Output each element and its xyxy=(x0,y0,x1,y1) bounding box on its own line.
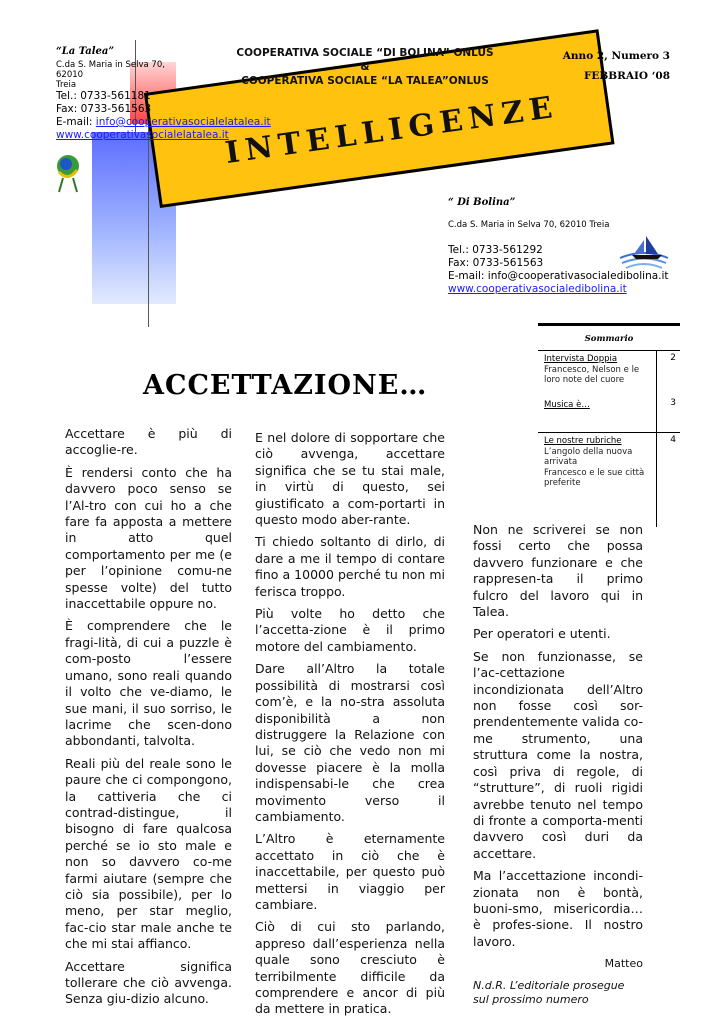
talea-address-line2: Treia xyxy=(56,80,77,90)
toc-item-title[interactable]: Le nostre rubriche xyxy=(544,436,622,446)
cooperatives-header xyxy=(200,46,530,88)
bolina-address: C.da S. Maria in Selva 70, 62010 Treia xyxy=(448,220,610,230)
coop-line-bolina: COOPERATIVA SOCIALE “DI BOLINA” ONLUS xyxy=(236,47,494,59)
paragraph: Ciò di cui sto parlando, appreso dall’esperienza nella quale sono cresciuto è terribilmente difficile da comprendere e ancor di più da mettere in pratica. xyxy=(255,919,445,1017)
editor-note: N.d.R. L’editoriale prosegue sul prossimo numero xyxy=(473,978,625,1006)
talea-fax: Fax: 0733-561563 xyxy=(56,103,152,115)
paragraph: E nel dolore di sopportare che ciò avvenga, accettare significa che se tu stai male, in virtù di questo, sei giustificato a com-portarti in questo modo aber-rante. xyxy=(255,430,445,528)
talea-email-row xyxy=(56,116,271,129)
paragraph: Accettare è più di accoglie-re. xyxy=(65,426,232,458)
toc-item-subtitle: Francesco e le sue città preferite xyxy=(544,467,645,488)
paragraph: Se non funzionasse, se l’ac-cettazione incondizionata dell’Altro non fosse così sor-prendentemente valida co-me strumento, una struttura come la nostra, così priva di regole, di “strutture”, di ruoli rigidi avrebbe tenuto nel tempo di fronte a comporta-menti davvero così duri da accettare. xyxy=(473,648,643,861)
toc-item-page: 3 xyxy=(670,398,676,408)
talea-email-label: E-mail: xyxy=(56,116,96,128)
issue-info xyxy=(563,46,670,86)
paragraph: È rendersi conto che ha davvero poco senso se l’Al-tro con cui ho a che fare fa apposta a mettere in atto quel comportamento per me (e per l’opinione comu-ne spesse volte) del tutto inaccettabile oppure no. xyxy=(65,464,232,612)
issue-number: Anno 2, Numero 3 xyxy=(562,50,670,62)
article-title: ACCETTAZIONE… xyxy=(143,370,428,401)
bolina-fax: Fax: 0733-561563 xyxy=(448,257,544,269)
coop-ampersand: & xyxy=(360,61,370,73)
article-column-2 xyxy=(255,430,445,1024)
table-of-contents xyxy=(538,323,680,489)
paragraph: Per operatori e utenti. xyxy=(473,626,611,642)
paragraph: Non ne scriverei se non fossi certo che possa davvero funzionare e che rappresen-ta il primo fulcro del lavoro qui in Talea. xyxy=(473,522,643,620)
newsletter-title: INTELLIGENZE xyxy=(223,89,561,171)
talea-address xyxy=(56,60,181,90)
bolina-phone: Tel.: 0733-561292 xyxy=(448,244,543,256)
paragraph: È comprendere che le fragi-lità, di cui a puzzle è com-posto l’essere umano, sono reali quando il volto che ve-diamo, le sue mani, il suo sorriso, le lacrime che scen-dono abbondanti, talvolta. xyxy=(65,618,232,749)
toc-item[interactable] xyxy=(538,351,680,396)
article-column-3 xyxy=(473,522,643,1013)
toc-item-page: 4 xyxy=(670,435,676,445)
toc-item-title[interactable]: Intervista Doppia xyxy=(544,354,618,364)
talea-website-link[interactable]: www.cooperativasocialelatalea.it xyxy=(56,129,229,141)
paragraph: Ti chiedo soltanto di dirlo, di dare a me il tempo di contare fino a 10000 perché tu non mi ferisca troppo. xyxy=(255,534,445,599)
talea-address-line1: C.da S. Maria in Selva 70, 62010 xyxy=(56,60,165,80)
bolina-website-link[interactable]: www.cooperativasocialedibolina.it xyxy=(448,283,627,295)
talea-phone: Tel.: 0733-561181 xyxy=(56,90,151,102)
toc-item-page: 2 xyxy=(670,353,676,363)
bolina-email: E-mail: info@cooperativasocialedibolina.it xyxy=(448,270,669,282)
talea-contacts xyxy=(56,90,271,142)
decorative-line xyxy=(148,115,149,327)
toc-item-subtitle: L’angolo della nuova arrivata xyxy=(544,446,633,467)
paragraph: Accettare significa tollerare che ciò avvenga. Senza giu-dizio alcuno. xyxy=(65,958,232,1007)
paragraph: Più volte ho detto che l’accetta-zione è il primo motore del cambiamento. xyxy=(255,606,445,654)
paragraph: Dare all’Altro la totale possibilità di mostrarsi così com’è, e la no-stra assoluta disponibilità a non distruggere la Relazione con lui, se ciò che vedo non mi dovesse piacere è la molla indispensabi-le che crea movimento verso il cambiamento. xyxy=(255,661,445,824)
sailboat-logo-icon xyxy=(618,232,670,272)
toc-item-title[interactable]: Musica è… xyxy=(544,400,590,410)
bolina-name: “ Di Bolina” xyxy=(448,197,516,208)
talea-logo-icon xyxy=(53,152,83,194)
coop-line-talea: COOPERATIVA SOCIALE “LA TALEA”ONLUS xyxy=(241,75,489,87)
talea-email-link[interactable]: info@cooperativasocialelatalea.it xyxy=(95,116,271,128)
paragraph: L’Altro è eternamente accettato in ciò che è inaccettabile, per questo può mettersi in viaggio per cambiare. xyxy=(255,831,445,912)
toc-heading: Sommario xyxy=(538,323,680,344)
article-signature: Matteo xyxy=(604,957,643,971)
toc-item-subtitle: Francesco, Nelson e le loro note del cuore xyxy=(544,364,640,385)
paragraph: Reali più del reale sono le paure che ci compongono, la cattiveria che ci contrad-distingue, il bisogno di fare qualcosa perché se io sto male e non so davvero co-me farmi aiutare (sempre che ciò sia possibile), per lo meno, per star meglio, fac-cio star male anche te che mi stai affianco. xyxy=(65,755,232,952)
article-column-1 xyxy=(65,426,232,1014)
toc-item[interactable] xyxy=(538,396,680,432)
paragraph: Ma l’accettazione incondi-zionata non è bontà, buoni-smo, misericordia… è profes-sione. Il nostro lavoro. xyxy=(473,868,643,949)
talea-name: “La Talea” xyxy=(56,46,115,57)
toc-item[interactable] xyxy=(538,433,680,489)
issue-date: FEBBRAIO ‘08 xyxy=(583,70,670,82)
